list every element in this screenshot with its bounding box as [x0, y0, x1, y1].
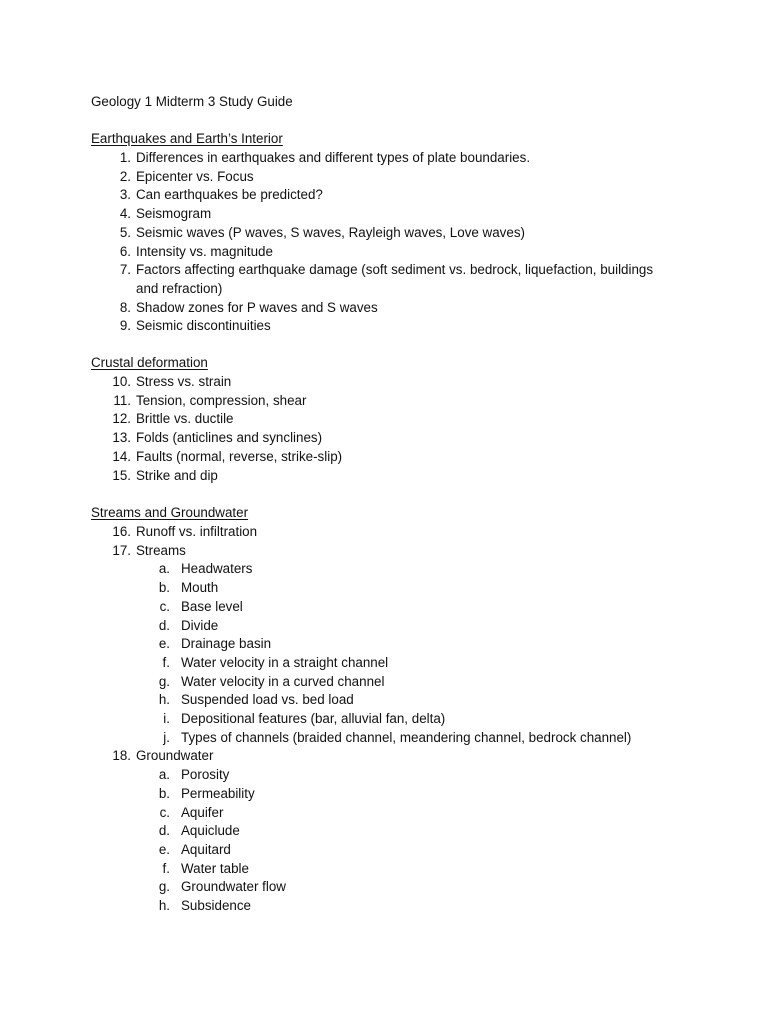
item-number: 3.: [119, 187, 131, 203]
sub-item-letter: c.: [159, 804, 170, 820]
list-item: [0, 747, 768, 766]
sub-list-item: [0, 635, 768, 654]
sub-list-item: [0, 860, 768, 879]
list-item: [0, 392, 768, 411]
earthquakes-list: [0, 149, 768, 336]
list-item: [0, 168, 768, 187]
item-text: Can earthquakes be predicted?: [136, 187, 323, 203]
list-item: [0, 243, 768, 262]
sub-item-text: Porosity: [181, 767, 230, 783]
sub-item-text: Depositional features (bar, alluvial fan, delta): [181, 711, 446, 727]
sub-item-letter: b.: [158, 785, 170, 801]
item-number: 15.: [112, 467, 131, 483]
sub-item-text: Aquiclude: [181, 823, 240, 839]
sub-item-letter: g.: [158, 879, 170, 895]
item-text: Stress vs. strain: [136, 374, 232, 389]
list-item: [0, 186, 768, 205]
item-number: 9.: [119, 318, 131, 334]
item-number: 16.: [112, 524, 131, 539]
item-number: 7.: [119, 262, 131, 278]
sub-item-letter: h.: [158, 898, 170, 914]
sub-item-text: Types of channels (braided channel, meandering channel, bedrock channel): [181, 729, 632, 745]
sub-list-item: [0, 710, 768, 729]
item-number: 13.: [112, 430, 131, 446]
sub-list-item: [0, 729, 768, 748]
list-item: [0, 149, 768, 168]
list-item: [0, 542, 768, 561]
sub-item-letter: d.: [158, 617, 170, 633]
list-item: [0, 429, 768, 448]
section-heading-crustal-deformation: Crustal deformation: [91, 355, 208, 370]
item-text: Groundwater: [136, 748, 214, 764]
sub-list-item: [0, 598, 768, 617]
item-text: Streams: [136, 542, 186, 558]
sub-item-text: Drainage basin: [181, 636, 272, 652]
sub-item-letter: c.: [159, 598, 170, 614]
sub-list-item: [0, 691, 768, 710]
item-text: Faults (normal, reverse, strike-slip): [136, 448, 343, 464]
sub-item-letter: f.: [162, 860, 170, 876]
item-number: 8.: [119, 299, 131, 315]
item-text: Intensity vs. magnitude: [136, 243, 273, 259]
item-number: 10.: [112, 374, 131, 389]
sub-list-item: [0, 841, 768, 860]
sub-item-letter: h.: [158, 692, 170, 708]
item-number: 1.: [119, 150, 131, 165]
sub-item-letter: f.: [162, 654, 170, 670]
sub-item-text: Water velocity in a straight channel: [181, 654, 389, 670]
item-text: Differences in earthquakes and different types of plate boundaries.: [136, 150, 531, 165]
streams-groundwater-list: [0, 523, 768, 916]
sub-item-text: Mouth: [181, 580, 219, 596]
sub-list-item: [0, 560, 768, 579]
sub-item-letter: e.: [158, 841, 170, 857]
item-text: Brittle vs. ductile: [136, 411, 234, 427]
sub-item-text: Water table: [181, 860, 249, 876]
item-text: Folds (anticlines and synclines): [136, 430, 323, 446]
sub-item-text: Aquitard: [181, 841, 231, 857]
list-item: [0, 467, 768, 486]
item-number: 17.: [112, 542, 131, 558]
item-number: 2.: [119, 168, 131, 184]
item-text: Seismic discontinuities: [136, 318, 271, 334]
sub-list-item: [0, 579, 768, 598]
section-heading-earthquakes: Earthquakes and Earth’s Interior: [91, 131, 283, 146]
sub-item-text: Aquifer: [181, 804, 224, 820]
list-item: [0, 299, 768, 318]
sub-list-item: [0, 804, 768, 823]
sub-list-item: [0, 822, 768, 841]
sub-item-text: Divide: [181, 617, 219, 633]
item-number: 12.: [112, 411, 131, 427]
item-number: 11.: [113, 392, 131, 408]
list-item: [0, 373, 768, 392]
item-number: 18.: [112, 748, 131, 764]
sub-item-letter: b.: [158, 580, 170, 596]
item-text: Seismogram: [136, 206, 212, 222]
item-number: 4.: [119, 206, 131, 222]
list-item: [0, 261, 768, 298]
sub-item-letter: i.: [163, 711, 170, 727]
sub-list-item: [0, 617, 768, 636]
sub-item-letter: e.: [158, 636, 170, 652]
item-text: Epicenter vs. Focus: [136, 168, 254, 184]
list-item: [0, 410, 768, 429]
section-heading-streams-groundwater: Streams and Groundwater: [91, 505, 249, 520]
sub-list-item: [0, 878, 768, 897]
sub-list-item: [0, 766, 768, 785]
sub-item-text: Water velocity in a curved channel: [181, 673, 385, 689]
sub-item-text: Suspended load vs. bed load: [181, 692, 354, 708]
item-number: 14.: [112, 448, 131, 464]
item-text: Runoff vs. infiltration: [136, 524, 258, 539]
item-text: Tension, compression, shear: [136, 392, 307, 408]
sub-list-item: [0, 673, 768, 692]
sub-item-text: Groundwater flow: [181, 879, 286, 895]
item-text: Factors affecting earthquake damage (soft sediment vs. bedrock, liquefaction, buildings and refraction): [136, 262, 654, 296]
list-item: [0, 523, 768, 542]
sub-list-item: [0, 785, 768, 804]
item-text: Strike and dip: [136, 467, 218, 483]
sub-item-letter: a.: [158, 561, 170, 577]
sub-item-text: Headwaters: [181, 561, 253, 577]
item-text: Seismic waves (P waves, S waves, Rayleigh waves, Love waves): [136, 224, 525, 240]
sub-list-item: [0, 654, 768, 673]
sub-item-letter: j.: [163, 729, 170, 745]
sub-item-letter: g.: [158, 673, 170, 689]
item-text: Shadow zones for P waves and S waves: [136, 299, 378, 315]
item-number: 6.: [119, 243, 131, 259]
list-item: [0, 205, 768, 224]
document-title: Geology 1 Midterm 3 Study Guide: [91, 94, 293, 109]
sub-item-text: Subsidence: [181, 898, 251, 914]
list-item: [0, 317, 768, 336]
list-item: [0, 448, 768, 467]
sub-item-text: Permeability: [181, 785, 255, 801]
sub-list-item: [0, 897, 768, 916]
sub-item-letter: d.: [158, 823, 170, 839]
list-item: [0, 224, 768, 243]
sub-item-text: Base level: [181, 598, 243, 614]
crustal-deformation-list: [0, 373, 768, 485]
item-number: 5.: [119, 224, 131, 240]
sub-item-letter: a.: [158, 767, 170, 783]
